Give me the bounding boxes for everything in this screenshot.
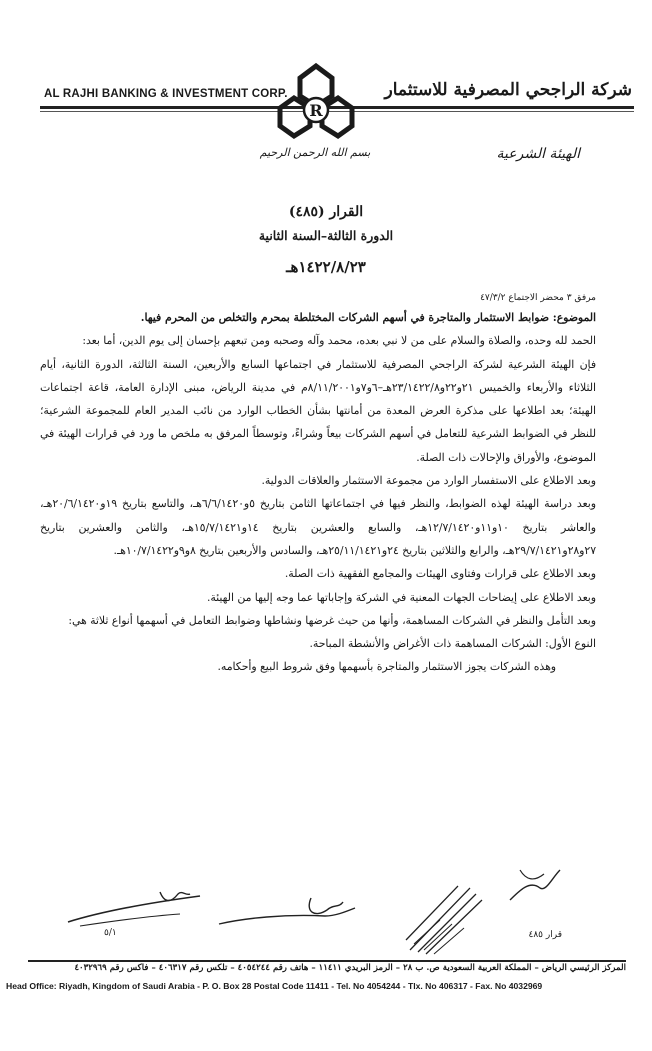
document-body: [40, 306, 596, 679]
page-number: ٥/١: [104, 928, 117, 938]
decision-title: القرار (٤٨٥): [288, 204, 364, 220]
svg-text:R: R: [309, 101, 323, 120]
company-logo-icon: [274, 60, 358, 144]
attachment-note: مرفق ٣ محضر الاجتماع ٤٧/٣/٢: [480, 293, 596, 303]
signature-left-icon: [60, 882, 210, 932]
paragraph-type-one-ruling: وهذه الشركات يجوز الاستثمار والمتاجرة بأسهمها وفق شروط البيع وأحكامه.: [217, 660, 556, 674]
decision-number: قرار ٤٨٥: [528, 930, 562, 940]
decision-date: ١٤٢٢/٨/٢٣هـ: [286, 258, 366, 276]
company-name-arabic: شركة الراجحي المصرفية للاستثمار: [384, 80, 632, 100]
paragraph-inquiry: وبعد الاطلاع على الاستفسار الوارد من مجموعة الاستثمار والعلاقات الدولية.: [261, 474, 596, 488]
bismillah: بسم الله الرحمن الرحيم: [259, 146, 371, 159]
paragraph-study: وبعد دراسة الهيئة لهذه الضوابط، والنظر فيها في اجتماعاتها الثامن بتاريخ ٥و٦/٦/١٤٢٠هـ، والتاسع بتاريخ ١٩و٢٠/٦/١٤٢٠هـ، والعاشر بتاريخ ١٠و١١و١٢/٧/١٤٢٠هـ، والسابع والعشرين بتاريخ ١٤و١٥/٧/١٤٢١هـ، والثامن والعشرين بتاريخ ٢٧و٢٨و٢٩/٧/١٤٢١هـ، والرابع والثلاثين بتاريخ ٢٤و٢٥/١١/١٤٢١هـ، والسادس والأربعين بتاريخ ٨و٩و١٠/٧/١٤٢٢هـ.: [40, 497, 596, 557]
footer-address-english: Head Office: Riyadh, Kingdom of Saudi Arabia - P. O. Box 28 Postal Code 11411 - Tel. No 4054244 - Tlx. No 406317 - Fax. No 4032969: [6, 981, 543, 991]
decision-session: الدورة الثالثة–السنة الثانية: [258, 228, 394, 243]
paragraph-companies: وبعد التأمل والنظر في الشركات المساهمة، وأنها من حيث غرضها ونشاطها وضوابط التعامل في أسهمها أنواع ثلاثة هي:: [68, 613, 596, 627]
footer-rule: [28, 960, 626, 962]
signature-crosshatch-icon: [400, 880, 490, 960]
company-name-english: AL RAJHI BANKING & INVESTMENT CORP.: [44, 88, 288, 100]
opening-paragraph: الحمد لله وحده، والصلاة والسلام على من لا نبي بعده، محمد وآله وصحبه ومن تبعهم بإحسان إلى يوم الدين، أما بعد:: [82, 334, 596, 348]
sharia-board-label: الهيئة الشرعية: [496, 146, 580, 162]
footer-address-arabic: المركز الرئيسي الرياض – المملكة العربية السعودية ص. ب ٢٨ – الرمز البريدي ١١٤١١ – هاتف رقم ٤٠٥٤٢٤٤ – تلكس رقم ٤٠٦٣١٧ – فاكس رقم ٤٠٣٢٩٦٩: [74, 963, 626, 973]
paragraph-type-one: النوع الأول: الشركات المساهمة ذات الأغراض والأنشطة المباحة.: [309, 637, 596, 651]
paragraph-fatwas: وبعد الاطلاع على قرارات وفتاوى الهيئات والمجامع الفقهية ذات الصلة.: [284, 567, 596, 581]
paragraph-clarifications: وبعد الاطلاع على إيضاحات الجهات المعنية في الشركة وإجاباتها عما وجه إليها من الهيئة.: [206, 590, 596, 604]
signature-middle-icon: [215, 888, 365, 938]
paragraph-meeting: فإن الهيئة الشرعية لشركة الراجحي المصرفية للاستثمار في اجتماعها السابع والأربعين، السنة الثالثة، الدورة الثانية، أيام الثلاثاء والأربعاء والخميس ٢١و٢٢و٢٣/١٤٢٢/٨هـ–٦و٧و٨/١١/٢٠٠١م في مدينة الرياض، مبنى الإدارة العامة، قاعة اجتماعات الهيئة؛ بعد اطلاعها على مذكرة العرض المعدة من أمانتها بشأن الخطاب الوارد من نائب المدير العام للمجموعة الشرعية؛ للنظر في الضوابط الشرعية للتعامل في أسهم الشركات بيعاً وشراءً، وتوسطاً المرفق به ملخص ما ورد في قرارات الهيئة في الموضوع، والأوراق والإحالات ذات الصلة.: [40, 357, 597, 464]
signature-right-icon: [500, 860, 570, 910]
subject-line: الموضوع: ضوابط الاستثمار والمتاجرة في أسهم الشركات المختلطة بمحرم والتخلص من المحرم فيها.: [140, 311, 596, 324]
